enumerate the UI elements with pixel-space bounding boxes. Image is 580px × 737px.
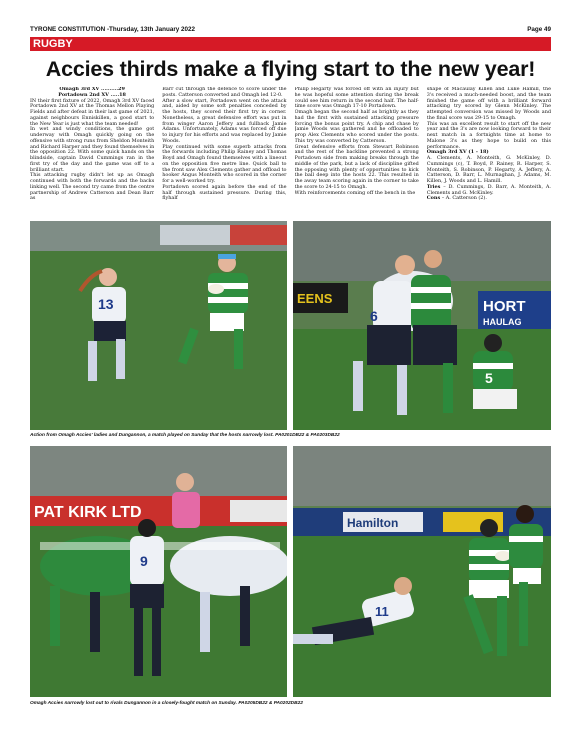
- paragraph: Great defensive efforts from Stewart Robinson and the rest of the backline prevented a strong Portadown side from making breaks through the middle of the park, but a lack of discipline gifted the opposing with plenty of opportunities to kick the ball deep into the hosts 22. This resulted in the away team scoring again in the corner to take the score to 24-15 to Omagh.: [294, 143, 419, 190]
- section-label: RUGBY: [30, 37, 551, 51]
- article-column-2: [162, 87, 286, 215]
- page-number: Page 49: [527, 25, 551, 33]
- photo-bottom-right: [293, 446, 551, 697]
- paragraph: Omagh began the second half as brightly as they had the first with sustained attacking pressure forcing the bonus point try. A chip and chase by Jamie Woods was gathered and he offloaded to prop Alex Clements who scored under the posts. This try was converted by Catterson.: [294, 109, 419, 144]
- tries-label: Tries: [426, 183, 441, 190]
- photo-caption-top: Action from Omagh Accies' ladies and Dungannon, a match played on Sunday that the hosts narrowly lost. PA0201DB22 & PA0203DB22: [30, 433, 340, 438]
- photo-bottom-right-image: [293, 446, 551, 697]
- paragraph: After a slow start, Portadown went on the attack and, aided by some soft penalties conceded by the hosts, they scored their first try in corner. Nonetheless, a great defensive effort was put in from winger Aaron Jeffery and fullback Jamie Adams. Unfortunately, Adams was forced off due to injury for his efforts and was replaced by Jamie Woods.: [162, 97, 287, 144]
- paragraph: Portadown scored again before the end of the half through sustained pressure. During this, flyhalf: [162, 183, 287, 202]
- article-body: [30, 87, 551, 215]
- hoarding-text: Hamilton: [347, 516, 399, 530]
- score-line: Portadown 2nd XV .....18: [58, 91, 126, 98]
- paragraph: This attacking rugby didn't let up as Omagh continued with both the forwards and the backs linking well. The second try came from the centre partnership of Andrew Catterson and Dean Barr as: [30, 172, 155, 202]
- cons-line: [427, 196, 551, 202]
- hoarding-text: PAT KIRK LTD: [34, 504, 142, 521]
- score-line: Omagh 3rd XV ..........29: [59, 87, 125, 92]
- masthead-date: TYRONE CONSTITUTION -Thursday, 13th January 2022: [30, 25, 196, 33]
- photo-bottom-left-image: [30, 446, 287, 697]
- paragraph: IN their first fixture of 2022, Omagh 3rd XV faced Portadown 2nd XV at the Thomas Mellon Playing Fields and after defeat in their last game of 2021, against neighbours Enniskillen, a good start to the New Year is just what the team needed!: [30, 97, 155, 127]
- article-column-3: [295, 87, 419, 215]
- hoarding-text: EENS: [297, 291, 333, 306]
- article-column-4: [427, 87, 551, 215]
- tries-text: – D. Cummings, D. Barr, A. Monteith, A. Clements and G. McKinley.: [426, 183, 551, 196]
- photo-top-left: [30, 221, 287, 430]
- paragraph: In wet and windy conditions, the game got underway with Omagh quickly going on the offensive with strong runs from Sheldon Monteith and Richard Harper and they found themselves in the opposition 22. With some quick hands on the blindside, captain David Cummings ran in the first try of the day and the game was off to a brilliant start.: [30, 126, 155, 173]
- photo-top-right-image: [293, 221, 551, 430]
- jersey-number: 13: [98, 296, 114, 312]
- jersey-number: 6: [370, 308, 378, 324]
- hoarding-text: HAULAG: [483, 317, 522, 327]
- photo-bottom-left: [30, 446, 287, 697]
- paragraph: With reinforcements coming off the bench in the: [294, 189, 416, 196]
- hoarding-text: HORT: [483, 298, 526, 315]
- article-column-1: [30, 87, 154, 215]
- paragraph: Play continued with some superb attacks from the forwards including Philip Rainey and Thomas Boyd and Omagh found themselves with a lineout on the opposition five metre line. Quick ball to the front saw Alex Clements gather and offload to hooker Angus Monteith who scored in the corner for a well-worked try.: [162, 143, 287, 184]
- photo-top-left-image: [30, 221, 287, 430]
- jersey-number: 5: [485, 370, 493, 386]
- cons-label: Cons: [426, 195, 441, 202]
- cons-text: – A. Catterson (2).: [440, 195, 487, 202]
- paragraph: This was an excellent result to start off the new year and the 3's are now looking forward to their next match in a fortnights time at home to Malone 3's as they hope to build on this performance.: [426, 120, 551, 150]
- jersey-number: 9: [140, 553, 148, 569]
- headline: Accies thirds make a flying start to the new year!: [45, 57, 536, 81]
- paragraph: Barr cut through the defence to score under the posts. Catterson converted and Omagh led 12-0.: [162, 87, 287, 98]
- team-list: A. Clements, A. Monteith, G. McKinley, D. Cummings (c), T. Boyd, P. Rainey, R. Harper, S. Monteith, S. Robinson, P. Hegarty, A. Jeffery, A. Catterson, D. Barr, L. Murnaghan, J. Adams, M. Killen, J. Woods and L. Hamill.: [426, 155, 551, 184]
- photo-caption-bottom: Omagh Accies narrowly lost out to rivals Dungannon in a closely-fought match on Sunday. PA0205DB22 & PA0202DB22: [30, 701, 303, 706]
- jersey-number: 11: [375, 604, 389, 619]
- paragraph: shape of Macaulay Killen and Luke Hamill, the 3's received a much-needed boost, and the team finished the game off with a brilliant forward attacking try scored by Glenn McKinley. The attempted conversion was missed by Woods and the final score was 29-15 to Omagh.: [426, 87, 551, 121]
- photo-top-right: [293, 221, 551, 430]
- page-header: [30, 24, 551, 34]
- paragraph: Philip Hegarty was forced off with an injury but he was hopeful some attention during the break could see him return in the second half. The half-time score was Omagh 17-10 Portadown.: [294, 87, 419, 110]
- team-heading: Omagh 3rd XV (1 - 18): [426, 149, 489, 156]
